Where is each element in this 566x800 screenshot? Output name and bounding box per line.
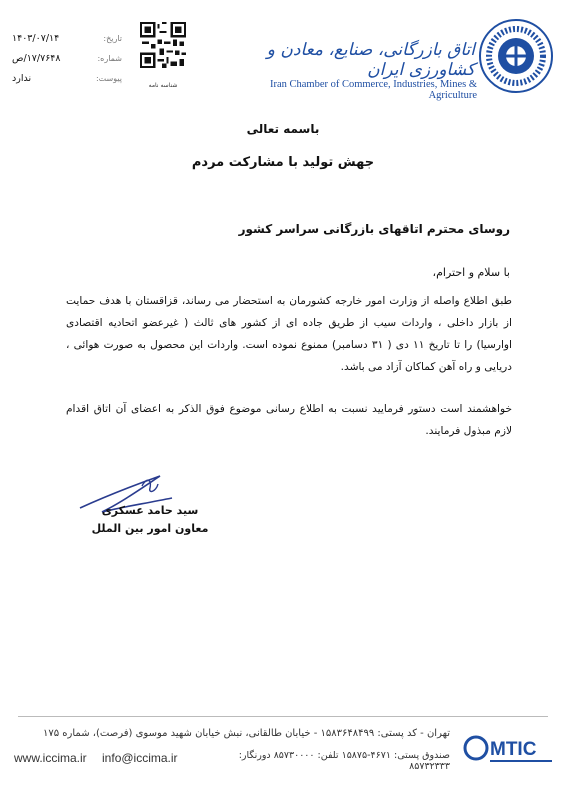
paragraph-2: خواهشمند است دستور فرمایید نسبت به اطلاع رسانی موضوع فوق الذکر به اعضای آن اتاق اقدام لازم مبذول فرمایند. [66,403,512,437]
paragraph-1: طبق اطلاع واصله از وزارت امور خارجه کشورمان به استحضار می رساند، قزاقستان با هدف حمایت از بازار داخلی ، واردات سیب از طریق جاده ای از کشور های ثالث ( غیرعضو اتحادیه اقتصادی اوارسیا) را تا تاریخ ۱۱ دی ( ۳۱ دسامبر) ممنوع نموده است. واردات این محصول به صورت هوائی ، دریایی و راه آهن کماکان آزاد می باشد. [66,295,512,373]
meta-date-value: ۱۴۰۳/۰۷/۱۴ [12,32,60,44]
meta-number-value: ۱۷/۷۶۴۸/ص [12,52,61,64]
footer-website[interactable]: www.iccima.ir [14,751,87,765]
organization-name-english: Iran Chamber of Commerce, Industries, Mines & Agriculture [269,79,477,101]
meta-attachment-label: پیوست: [95,73,122,83]
meta-number-label: شماره: [97,53,122,63]
greeting: با سلام و احترام، [432,266,510,279]
meta-date-label: تاریخ: [103,33,122,43]
iccima-emblem-logo [478,18,554,94]
footer-po-box-phone-fax: صندوق پستی: ۴۶۷۱-۱۵۸۷۵ تلفن: ۸۵۷۳۰۰۰۰ دورنگار: ۸۵۷۳۲۳۳۳ [238,750,450,772]
meta-attachment-value: ندارد [12,72,32,84]
invocation: باسمه تعالی [246,122,320,136]
letter-meta [12,28,122,88]
footer-email[interactable]: info@iccima.ir [102,751,178,765]
footer-contact [14,751,190,765]
meta-number [12,48,122,68]
signer-name: سید حامد عسکری [101,504,199,517]
recipient: روسای محترم اتاقهای بازرگانی سراسر کشور [238,222,510,236]
footer-divider [18,716,548,717]
footer-address: تهران - کد پستی: ۱۵۸۳۶۴۸۴۹۹ - خیابان طالقانی، نبش خیابان شهید موسوی (فرصت)، شماره ۱۷۵ [43,728,450,739]
signer-block [80,502,220,538]
signer-title: معاون امور بین الملل [91,522,209,535]
meta-attachment [12,68,122,88]
mtic-logo-text: MTIC [490,739,537,760]
qr-code [140,22,186,68]
slogan: جهش تولید با مشارکت مردم [191,155,375,170]
mtic-certification-logo [462,730,554,772]
meta-date [12,28,122,48]
qr-caption: شناسه نامه [148,82,178,89]
organization-name-persian: اتاق بازرگانی، صنایع، معادن و کشاورزی ایران [266,40,475,80]
